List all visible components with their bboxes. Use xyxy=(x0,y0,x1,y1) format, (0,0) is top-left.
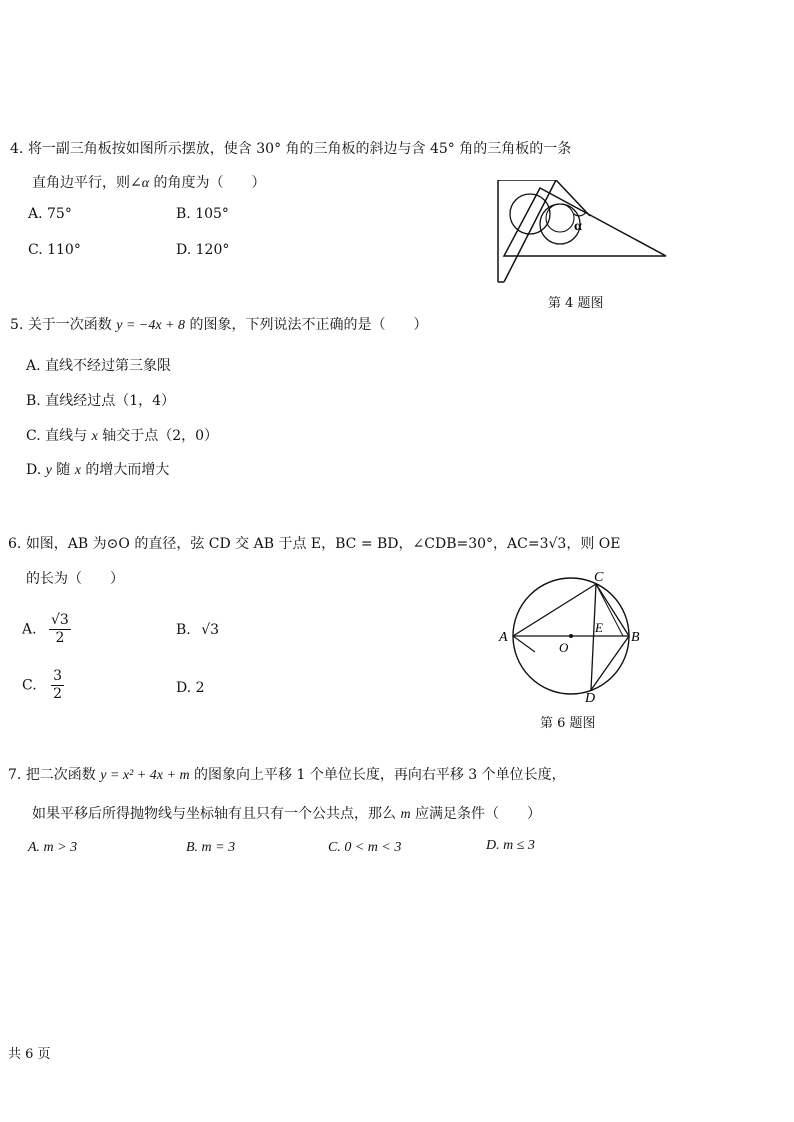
q4-triangle-45 xyxy=(498,180,556,282)
q6-label-e: E xyxy=(595,620,603,635)
q6-center-dot xyxy=(569,634,573,638)
q6-option-c[interactable]: C. $\frac{3}{2}$ xyxy=(22,668,63,702)
q6-label-b: B xyxy=(631,630,640,645)
q6-label-o: O xyxy=(559,640,569,655)
q6-label-d: D xyxy=(585,691,596,706)
q4-figure xyxy=(490,180,670,290)
q6-label-a: A xyxy=(499,630,508,645)
q7-stem: 7. 把二次函数 y = x² + 4x + m 的图象向上平移 1 个单位长度，再向右平移 3 个单位长度， xyxy=(8,767,566,783)
q7-number: 7. xyxy=(8,767,22,783)
q4-option-a[interactable]: A. 75° xyxy=(28,206,72,222)
q6-chord-cd xyxy=(591,584,596,690)
q7-formula: y = x² + 4x + m xyxy=(100,768,190,783)
q6-option-d[interactable]: D. 2 xyxy=(176,680,205,696)
q6-segment-ao xyxy=(513,636,535,652)
q6-figure xyxy=(495,568,645,708)
q4-option-c[interactable]: C. 110° xyxy=(28,242,81,258)
q7-option-c[interactable]: C. 0 < m < 3 xyxy=(328,840,402,855)
q6-option-b[interactable]: B. √3 xyxy=(176,622,220,638)
q4-option-b[interactable]: B. 105° xyxy=(176,206,229,222)
q6-chord-bd xyxy=(591,636,629,690)
q6-caption: 第 6 题图 xyxy=(540,716,596,731)
q4-hypotenuse xyxy=(504,180,556,282)
q4-line1 xyxy=(10,138,571,158)
q6-number: 6. xyxy=(8,536,22,552)
q6-chord-ac xyxy=(513,584,596,636)
q6-line2: 的长为（ ） xyxy=(26,571,124,587)
q5-stem: 5. 关于一次函数 y = −4x + 8 的图象，下列说法不正确的是（ ） xyxy=(10,317,428,333)
q7-option-d[interactable]: D. m ≤ 3 xyxy=(486,838,535,853)
q6-label-c: C xyxy=(594,570,604,585)
q4-number: 4. xyxy=(10,141,24,157)
q5-option-b[interactable]: B. 直线经过点（1，4） xyxy=(26,393,176,409)
q5-option-d[interactable]: D. y 随 x 的增大而增大 xyxy=(26,462,170,478)
page-footer: 共 6 页 xyxy=(8,1047,51,1062)
q4-caption: 第 4 题图 xyxy=(548,296,604,311)
q7-option-a[interactable]: A. m > 3 xyxy=(28,840,78,855)
q4-option-d[interactable]: D. 120° xyxy=(176,242,230,258)
q4-stem-line1: 将一副三角板按如图所示摆放，使含 30° 角的三角板的斜边与含 45° 角的三角板的一条 xyxy=(27,141,572,157)
q4-line2: 直角边平行，则∠α 的角度为（ ） xyxy=(32,175,266,191)
q5-option-c[interactable]: C. 直线与 x 轴交于点（2，0） xyxy=(26,428,219,444)
q5-number: 5. xyxy=(10,317,24,333)
q4-circle-1 xyxy=(510,194,550,234)
q6-option-a[interactable]: A. $\frac{√3}{2}$ xyxy=(22,612,69,646)
q4-alpha-label: α xyxy=(574,219,582,234)
q5-formula: y = −4x + 8 xyxy=(116,318,186,333)
q7-line2: 如果平移后所得抛物线与坐标轴有且只有一个公共点，那么 m 应满足条件（ ） xyxy=(32,806,542,822)
q6-stem: 6. 如图，AB 为⊙O 的直径，弦 CD 交 AB 于点 E，BC = BD，∠CDB=30°，AC=3√3，则 OE xyxy=(8,536,621,552)
q5-option-a[interactable]: A. 直线不经过第三象限 xyxy=(26,358,172,374)
q4-triangle-30 xyxy=(504,188,666,256)
q7-option-b[interactable]: B. m = 3 xyxy=(186,840,236,855)
